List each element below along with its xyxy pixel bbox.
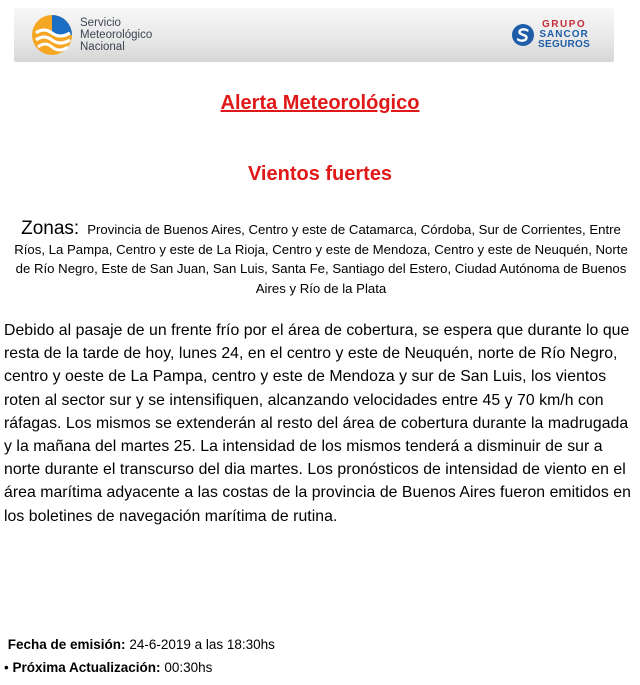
alert-subtitle: Vientos fuertes <box>247 163 393 185</box>
sponsor-line-1: GRUPO <box>541 19 587 30</box>
alert-description: Debido al pasaje de un frente frío por el área de cobertura, se espera que durante lo que resta de la tarde de hoy, lunes 24, en el centro y este de Neuquén, norte de Río Negro, centro y oeste de La Pampa, centro y este de Mendoza y sur de San Luis, los vientos roten al sector sur y se intensifiquen, alcanzando velocidades entre 45 y 70 km/h con ráfagas. Los mismos se extenderán al resto del área de cobertura durante la madrugada y la mañana del martes 25. La intensidad de los mismos tenderá a disminuir de sur a norte durante el transcurso del dia martes. Los pronósticos de intensidad de viento en el área marítima adyacente a las costas de la provincia de Buenos Aires fueron emitidos en los boletines de navegación marítima de rutina. <box>4 322 631 525</box>
alert-title: Alerta Meteorológico <box>220 92 420 114</box>
zones-block <box>10 219 632 298</box>
smn-sun-wave-logo-icon <box>30 13 74 57</box>
smn-name-line-3: Nacional <box>80 41 125 53</box>
sponsor-line-3: SEGUROS <box>538 39 591 50</box>
next-update <box>4 660 212 676</box>
smn-name-line-1: Servicio <box>80 17 121 29</box>
smn-name <box>80 17 152 53</box>
zones-list: Provincia de Buenos Aires, Centro y este de Catamarca, Córdoba, Sur de Corrientes, Entre Ríos, La Pampa, Centro y este de La Rioja, Centro y este de Mendoza, Centro y este de Neuquén, Norte de Río Negro, Este de San Juan, San Luis, Santa Fe, Santiago del Estero, Ciudad Autónoma de Buenos Aires y Río de la Plata <box>14 222 628 296</box>
zones-label: Zonas: <box>21 218 80 239</box>
next-update-label: Próxima Actualización: <box>12 660 161 675</box>
emission-label: Fecha de emisión: <box>7 637 126 652</box>
header-banner <box>14 8 614 62</box>
emission-value: 24-6-2019 a las 18:30hs <box>129 637 275 652</box>
emission-date <box>4 637 275 653</box>
smn-name-line-2: Meteorológico <box>80 29 153 41</box>
sponsor-name <box>538 20 590 50</box>
next-update-bullet: • <box>4 660 9 675</box>
next-update-value: 00:30hs <box>164 660 213 675</box>
sancor-s-logo-icon <box>511 23 535 47</box>
sponsor-line-2: SANCOR <box>539 29 589 40</box>
